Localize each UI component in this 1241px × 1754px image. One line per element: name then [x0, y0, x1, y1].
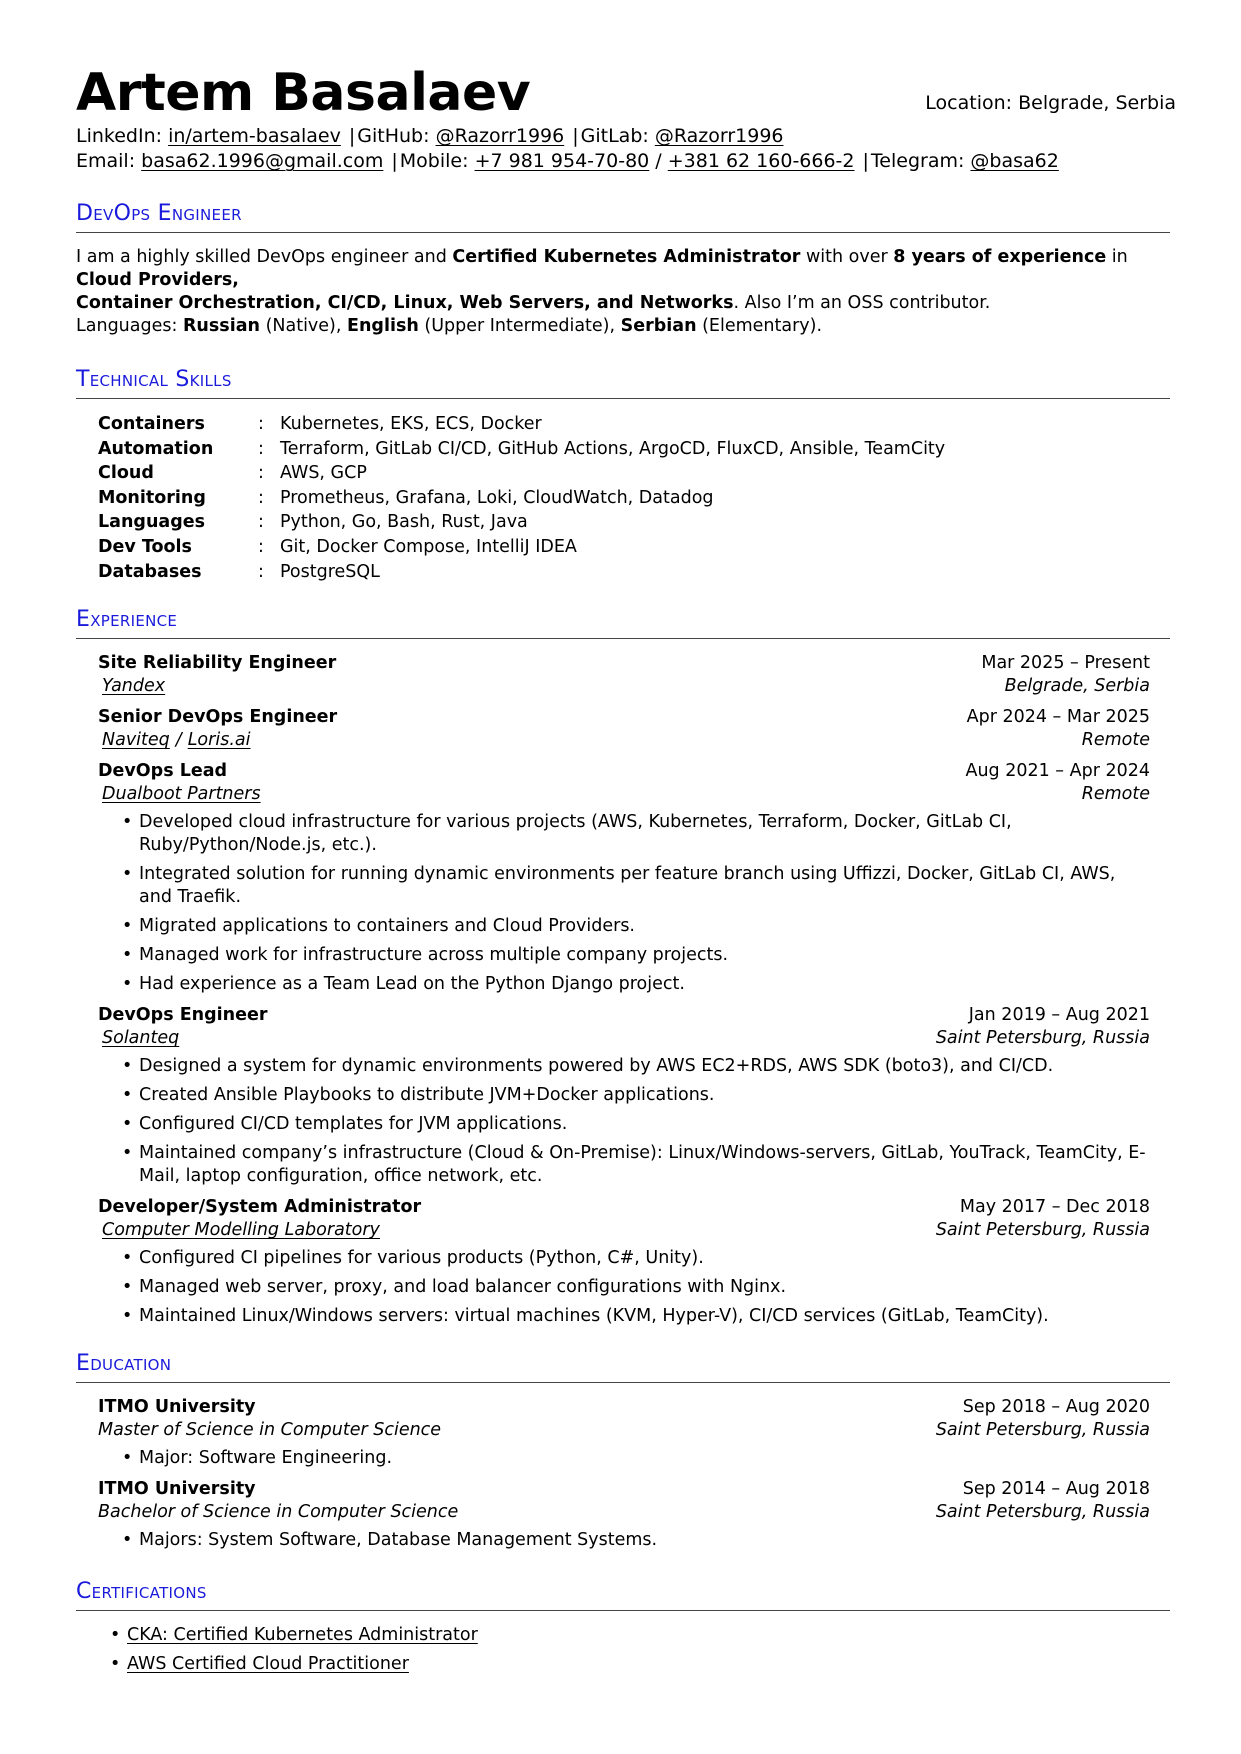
certifications-section	[76, 1578, 1170, 1676]
job-dates: Aug 2021 – Apr 2024	[965, 761, 1150, 782]
gitlab-label: GitLab:	[580, 125, 655, 147]
job-header-row	[98, 706, 1150, 729]
job-title: Site Reliability Engineer	[98, 653, 337, 674]
skill-values: AWS, GCP	[280, 463, 367, 484]
skill-row	[98, 560, 1170, 585]
job-dates: Apr 2024 – Mar 2025	[966, 707, 1150, 728]
list-item: • Had experience as a Team Lead on the Python Django project.	[122, 973, 1150, 996]
separator: |	[391, 150, 398, 172]
skill-category: Monitoring	[98, 487, 206, 508]
job-title: Senior DevOps Engineer	[98, 707, 338, 728]
skill-values: Prometheus, Grafana, Loki, CloudWatch, Datadog	[280, 487, 714, 508]
certification-link[interactable]: AWS Certified Cloud Practitioner	[127, 1654, 409, 1675]
school-name: ITMO University	[98, 1479, 256, 1500]
separator: |	[862, 150, 869, 172]
job-dates: Mar 2025 – Present	[981, 653, 1150, 674]
job-header-row	[98, 1196, 1150, 1219]
linkedin-label: LinkedIn:	[76, 125, 169, 147]
degree: Bachelor of Science in Computer Science	[98, 1502, 459, 1523]
language-level: (Native),	[260, 316, 348, 336]
skill-values: Terraform, GitLab CI/CD, GitHub Actions, ArgoCD, FluxCD, Ansible, TeamCity	[280, 438, 946, 459]
job-entry	[76, 1004, 1170, 1188]
skill-row	[98, 510, 1170, 535]
education-header-row	[98, 1396, 1150, 1419]
separator: |	[348, 125, 356, 147]
summary-highlight: Container Orchestration, CI/CD, Linux, Web Servers, and Networks	[76, 293, 734, 313]
education-degree-row	[98, 1419, 1150, 1442]
languages-label: Languages:	[76, 316, 183, 336]
skill-category: Databases	[98, 561, 202, 582]
job-title: Developer/System Administrator	[98, 1197, 422, 1218]
certification-item	[110, 1624, 1170, 1647]
skill-category: Containers	[98, 414, 205, 434]
section-title: Technical Skills	[76, 366, 1170, 399]
job-location: Saint Petersburg, Russia	[935, 1028, 1150, 1049]
job-entry	[76, 652, 1170, 698]
skill-values: Python, Go, Bash, Rust, Java	[280, 512, 528, 533]
list-item: • Developed cloud infrastructure for various projects (AWS, Kubernetes, Terraform, Docker, GitLab CI, Ruby/Python/Node.js, etc.).	[122, 811, 1150, 857]
skill-row	[98, 486, 1170, 511]
github-link[interactable]: @Razorr1996	[435, 125, 565, 147]
education-bullets	[98, 1529, 1150, 1552]
list-item: • Configured CI/CD templates for JVM applications.	[122, 1113, 1150, 1136]
summary-highlight: Certified Kubernetes Administrator	[452, 247, 801, 267]
summary-highlight: Cloud Providers,	[76, 270, 239, 290]
section-title: Experience	[76, 606, 1170, 639]
email-label: Email:	[76, 150, 142, 172]
company-link[interactable]: Naviteq	[102, 730, 170, 751]
skill-values: Kubernetes, EKS, ECS, Docker	[280, 414, 542, 434]
company-link[interactable]: Computer Modelling Laboratory	[102, 1220, 380, 1241]
summary-fragment: . Also I’m an OSS contributor.	[733, 293, 991, 313]
skill-category: Languages	[98, 512, 206, 533]
job-location: Saint Petersburg, Russia	[935, 1220, 1150, 1241]
school-name: ITMO University	[98, 1397, 256, 1418]
skill-colon: :	[258, 561, 264, 582]
summary-section	[76, 200, 1170, 338]
skill-row	[98, 461, 1170, 486]
job-header-row	[98, 760, 1150, 783]
email-link[interactable]: basa62.1996@gmail.com	[141, 150, 384, 172]
mobile-link-ru[interactable]: +7 981 954-70-80	[474, 150, 650, 172]
mobile-separator: /	[649, 150, 668, 172]
summary-highlight: 8 years of experience	[893, 247, 1107, 267]
job-title: DevOps Lead	[98, 761, 228, 782]
section-title: Education	[76, 1350, 1170, 1383]
skill-colon: :	[258, 512, 264, 533]
job-company	[98, 729, 250, 752]
job-bullets	[98, 1055, 1150, 1188]
certification-item	[110, 1653, 1170, 1676]
job-entry	[76, 706, 1170, 752]
skill-row	[98, 412, 1170, 437]
skill-values: PostgreSQL	[280, 561, 380, 582]
job-dates: Jan 2019 – Aug 2021	[968, 1005, 1150, 1026]
resume-header	[76, 62, 1176, 124]
job-company-row	[98, 729, 1150, 752]
job-bullets	[98, 811, 1150, 996]
job-company	[98, 1027, 179, 1050]
language-level: (Upper Intermediate),	[418, 316, 621, 336]
language-name: Russian	[182, 316, 260, 336]
skill-colon: :	[258, 487, 264, 508]
github-label: GitHub:	[357, 125, 436, 147]
company-link[interactable]: Solanteq	[102, 1028, 180, 1049]
skill-colon: :	[258, 463, 264, 484]
skill-row	[98, 535, 1170, 560]
job-title: DevOps Engineer	[98, 1005, 268, 1026]
skill-row	[98, 437, 1170, 462]
job-location: Remote	[1081, 784, 1150, 805]
skill-category: Cloud	[98, 463, 154, 484]
company-link[interactable]: Yandex	[102, 676, 166, 697]
education-location: Saint Petersburg, Russia	[935, 1502, 1150, 1523]
job-company-row	[98, 1219, 1150, 1242]
contact-line-1	[76, 124, 1170, 149]
list-item: • Maintained Linux/Windows servers: virtual machines (KVM, Hyper-V), CI/CD services (GitLab, TeamCity).	[122, 1305, 1150, 1328]
list-item: • Major: Software Engineering.	[122, 1447, 1150, 1470]
mobile-label: Mobile:	[399, 150, 475, 172]
list-item: • Majors: System Software, Database Management Systems.	[122, 1529, 1150, 1552]
education-entry	[76, 1396, 1170, 1470]
summary-fragment: with over	[800, 247, 894, 267]
job-dates: May 2017 – Dec 2018	[959, 1197, 1150, 1218]
list-item: • Managed work for infrastructure across multiple company projects.	[122, 944, 1150, 967]
job-entry	[76, 760, 1170, 996]
company-link[interactable]: Dualboot Partners	[102, 784, 261, 805]
resume-page	[76, 62, 1176, 1682]
job-company	[98, 1219, 380, 1242]
linkedin-link[interactable]: in/artem-basalaev	[168, 125, 341, 147]
telegram-label: Telegram:	[870, 150, 971, 172]
contact-line-2	[76, 149, 1170, 174]
list-item: • Migrated applications to containers and Cloud Providers.	[122, 915, 1150, 938]
certification-link[interactable]: CKA: Certified Kubernetes Administrator	[127, 1625, 478, 1646]
summary-text	[76, 246, 1170, 315]
job-company-row	[98, 675, 1150, 698]
list-item: • Maintained company’s infrastructure (Cloud & On-Premise): Linux/Windows-servers, GitLab, YouTrack, TeamCity, E-Mail, laptop configuration, office network, etc.	[122, 1142, 1150, 1188]
person-name: Artem Basalaev	[76, 63, 531, 123]
section-title: DevOps Engineer	[76, 200, 1170, 233]
job-company-row	[98, 783, 1150, 806]
separator: |	[572, 125, 579, 147]
certifications-list	[76, 1624, 1170, 1676]
skill-colon: :	[258, 414, 264, 434]
section-title: Certifications	[76, 1578, 1170, 1611]
language-name: English	[347, 316, 419, 336]
skill-category: Dev Tools	[98, 536, 192, 557]
education-entry	[76, 1478, 1170, 1552]
jobs-list	[76, 652, 1170, 1328]
job-bullets	[98, 1247, 1150, 1328]
skills-section	[76, 366, 1170, 584]
education-bullets	[98, 1447, 1150, 1470]
degree: Master of Science in Computer Science	[98, 1420, 442, 1441]
skills-list	[76, 412, 1170, 584]
education-dates: Sep 2018 – Aug 2020	[962, 1397, 1150, 1418]
job-entry	[76, 1196, 1170, 1328]
job-company	[98, 675, 165, 698]
job-header-row	[98, 1004, 1150, 1027]
job-company-row	[98, 1027, 1150, 1050]
education-dates: Sep 2014 – Aug 2018	[962, 1479, 1150, 1500]
list-item: • Configured CI pipelines for various products (Python, C#, Unity).	[122, 1247, 1150, 1270]
languages-line	[76, 315, 1170, 338]
education-header-row	[98, 1478, 1150, 1501]
telegram-link[interactable]: @basa62	[970, 150, 1059, 172]
experience-section	[76, 606, 1170, 1328]
skill-category: Automation	[98, 438, 214, 459]
job-location: Remote	[1081, 730, 1150, 751]
list-item: • Integrated solution for running dynamic environments per feature branch using Uffizzi, Docker, GitLab CI, AWS, and Traefik.	[122, 863, 1150, 909]
company-separator: /	[175, 730, 182, 751]
skill-colon: :	[258, 536, 264, 557]
gitlab-link[interactable]: @Razorr1996	[654, 125, 784, 147]
list-item: • Designed a system for dynamic environments powered by AWS EC2+RDS, AWS SDK (boto3), and CI/CD.	[122, 1055, 1150, 1078]
list-item: • Created Ansible Playbooks to distribute JVM+Docker applications.	[122, 1084, 1150, 1107]
company-link[interactable]: Loris.ai	[187, 730, 251, 751]
skill-values: Git, Docker Compose, IntelliJ IDEA	[280, 536, 577, 557]
summary-fragment: in	[1106, 247, 1128, 267]
language-level: (Elementary).	[696, 316, 823, 336]
education-list	[76, 1396, 1170, 1552]
job-company	[98, 783, 261, 806]
list-item: • Managed web server, proxy, and load balancer configurations with Nginx.	[122, 1276, 1150, 1299]
skill-colon: :	[258, 438, 264, 459]
location: Location: Belgrade, Serbia	[925, 92, 1176, 114]
language-name: Serbian	[620, 316, 697, 336]
summary-fragment: I am a highly skilled DevOps engineer and	[76, 247, 453, 267]
mobile-link-rs[interactable]: +381 62 160-666-2	[667, 150, 855, 172]
education-degree-row	[98, 1501, 1150, 1524]
education-section	[76, 1350, 1170, 1552]
job-header-row	[98, 652, 1150, 675]
job-location: Belgrade, Serbia	[1004, 676, 1150, 697]
education-location: Saint Petersburg, Russia	[935, 1420, 1150, 1441]
